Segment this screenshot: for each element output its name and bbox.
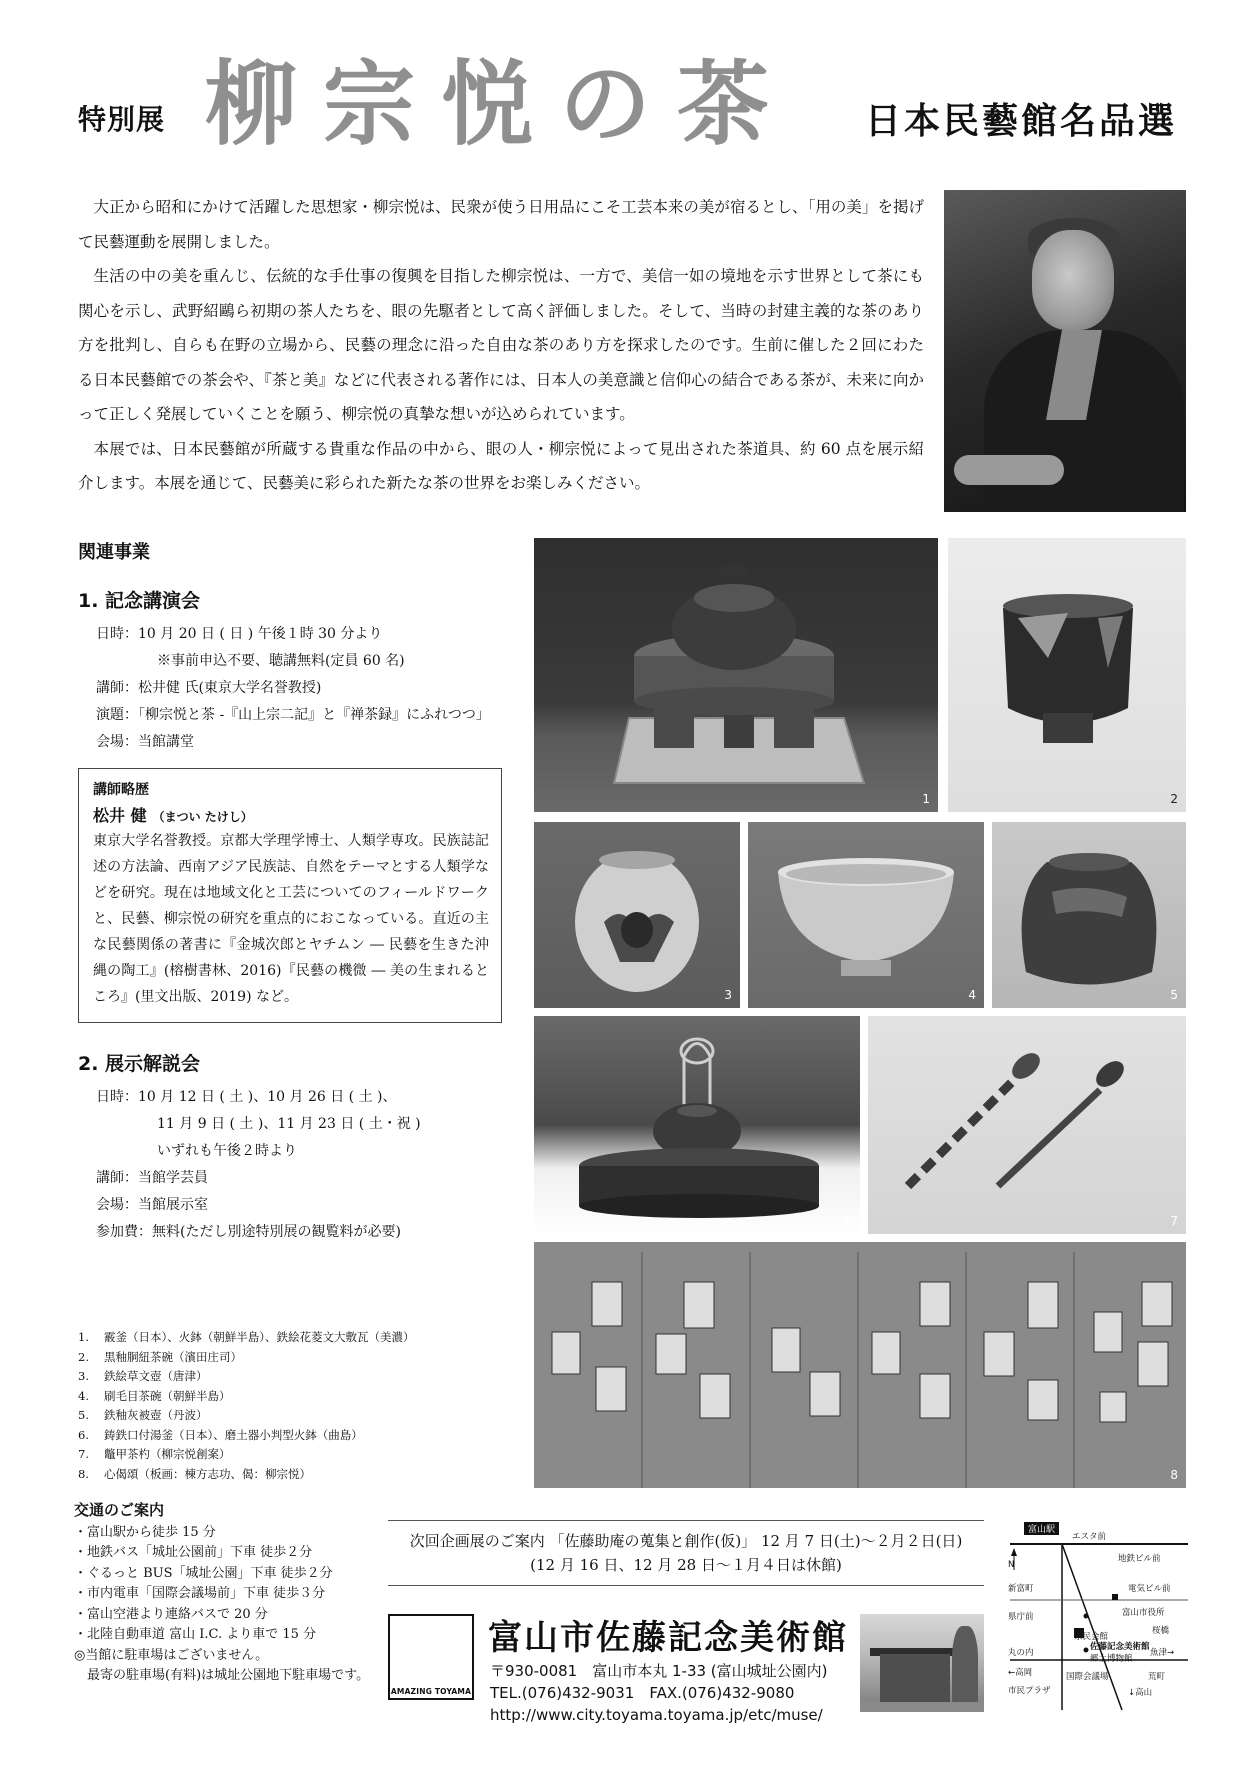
gallery-talk-date: 日時：10 月 12 日 ( 土 )、10 月 26 日 ( 土 )、 bbox=[96, 1089, 397, 1105]
intro-paragraph: 生活の中の美を重んじ、伝統的な手仕事の復興を目指した柳宗悦は、一方で、美信一如の境地を示す世界として茶にも関心を示し、武野紹鷗ら初期の茶人たちを、眼の先駆者として高く評価しました。そして、当時の封建主義的な茶のあり方を批判し、自らも在野の立場から、民藝の理念に沿った自由な茶のあり方を探求したのです。生前に催した２回にわたる日本民藝館での茶会や、『茶と美』などに代表される著作には、日本人の美意識と信仰心の結合である茶が、未来に向かって正しく発展していくことを願う、柳宗悦の真摯な想いが込められています。 bbox=[78, 267, 924, 423]
photo-number: 6 bbox=[844, 1214, 852, 1228]
caption-item: 2. 黒釉胴紐茶碗（濱田庄司） bbox=[78, 1349, 242, 1364]
lecture-title: 1. 記念講演会 bbox=[78, 590, 201, 612]
access-line: ・富山駅から徒歩 15 分 bbox=[74, 1524, 216, 1540]
photo-6 bbox=[534, 1016, 860, 1234]
gallery-talk-fee: 参加費：無料(ただし別途特別展の観覧料が必要) bbox=[96, 1224, 401, 1240]
next-exhibition bbox=[388, 1520, 984, 1586]
gallery-talk-speaker: 講師：当館学芸員 bbox=[96, 1170, 208, 1186]
photo-number: 3 bbox=[724, 988, 732, 1002]
lecture-note: ※事前申込不要、聴講無料(定員 60 名) bbox=[157, 653, 405, 669]
gallery-talk-title: 2. 展示解説会 bbox=[78, 1053, 201, 1075]
photo-5 bbox=[992, 822, 1186, 1008]
caption-item: 4. 刷毛目茶碗（朝鮮半島） bbox=[78, 1388, 231, 1403]
access-line: ・市内電車「国際会議場前」下車 徒歩３分 bbox=[74, 1586, 326, 1601]
photo-8 bbox=[534, 1242, 1186, 1488]
photo-number: 1 bbox=[922, 792, 930, 806]
access-line: ・ぐるっと BUS「城址公園」下車 徒歩２分 bbox=[74, 1565, 333, 1581]
lecture-topic: 演題：「柳宗悦と茶 -『山上宗二記』と『禅茶録』にふれつつ」 bbox=[96, 707, 490, 723]
next-exhibition-line: 次回企画展のご案内 「佐藤助庵の蒐集と創作(仮)」 12 月 7 日(土)～２月２日(日) bbox=[409, 1532, 963, 1550]
speaker-bio-box bbox=[78, 768, 502, 1023]
photo-number: 8 bbox=[1170, 1468, 1178, 1482]
museum-url[interactable]: http://www.city.toyama.toyama.jp/etc/muse/ bbox=[490, 1706, 823, 1724]
museum-address: 〒930-0081 富山市本丸 1-33 (富山城址公園内) bbox=[490, 1662, 828, 1680]
map-label: 地鉄ビル前 bbox=[1118, 1554, 1161, 1564]
map-label: 新富町 bbox=[1008, 1584, 1034, 1594]
bio-heading: 講師略歴 bbox=[93, 782, 149, 798]
amazing-toyama-logo: AMAZING TOYAMA bbox=[388, 1614, 474, 1700]
map-north: N bbox=[1008, 1560, 1015, 1570]
access-map bbox=[1002, 1520, 1188, 1710]
caption-item: 3. 鉄絵草文壺（唐津） bbox=[78, 1369, 208, 1383]
photo-2 bbox=[948, 538, 1186, 812]
intro-text bbox=[78, 190, 924, 501]
museum-building-photo bbox=[860, 1614, 984, 1712]
map-label: 荒町 bbox=[1148, 1672, 1166, 1682]
photo-7 bbox=[868, 1016, 1186, 1234]
exhibition-tag: 特別展 bbox=[78, 103, 166, 136]
gallery-talk-time: いずれも午後２時より bbox=[157, 1143, 297, 1159]
caption-item: 7. 鼈甲茶杓（柳宗悦創案） bbox=[78, 1447, 231, 1461]
access-info bbox=[74, 1500, 369, 1687]
exhibition-subtitle: 日本民藝館名品選 bbox=[865, 100, 1178, 142]
gallery-talk-venue: 会場：当館展示室 bbox=[96, 1197, 208, 1213]
map-label: 魚津→ bbox=[1150, 1648, 1175, 1658]
bio-kana: （まつい たけし） bbox=[152, 810, 253, 824]
access-line: ・北陸自動車道 富山 I.C. より車で 15 分 bbox=[74, 1627, 317, 1642]
photo-number: 2 bbox=[1170, 792, 1178, 806]
events-heading: 関連事業 bbox=[78, 542, 150, 563]
map-label: エスタ前 bbox=[1072, 1532, 1107, 1542]
photo-captions bbox=[78, 1328, 415, 1484]
intro-paragraph: 大正から昭和にかけて活躍した思想家・柳宗悦は、民衆が使う日用品にこそ工芸本来の美が宿るとし、「用の美」を掲げて民藝運動を展開しました。 bbox=[78, 198, 924, 251]
map-label: 市民プラザ bbox=[1008, 1686, 1051, 1696]
caption-item: 5. 鉄釉灰被壺（丹波） bbox=[78, 1408, 208, 1422]
access-line: ◎当館に駐車場はございません。 bbox=[74, 1647, 269, 1663]
map-label: 桜橋 bbox=[1152, 1626, 1170, 1636]
map-label: 県庁前 bbox=[1008, 1612, 1034, 1622]
map-museum-label: 佐藤記念美術館 bbox=[1090, 1642, 1150, 1652]
caption-item: 1. 霰釜（日本）、火鉢（朝鮮半島）、鉄絵花菱文大敷瓦（美濃） bbox=[78, 1330, 415, 1344]
photo-1 bbox=[534, 538, 938, 812]
access-heading: 交通のご案内 bbox=[74, 1501, 165, 1519]
intro-paragraph: 本展では、日本民藝館が所蔵する貴重な作品の中から、眼の人・柳宗悦によって見出された茶道具、約 60 点を展示紹介します。本展を通じて、民藝美に彩られた新たな茶の世界をお楽しみください。 bbox=[78, 439, 924, 492]
lecture-details bbox=[96, 621, 508, 756]
map-label: ↓高山 bbox=[1128, 1688, 1153, 1698]
gallery-talk-date: 11 月 9 日 ( 土 )、11 月 23 日 ( 土・祝 ) bbox=[157, 1116, 421, 1132]
next-exhibition-closed: (12 月 16 日、12 月 28 日～１月４日は休館) bbox=[530, 1556, 842, 1574]
portrait-photo bbox=[944, 190, 1186, 512]
gallery-talk-details bbox=[96, 1084, 508, 1246]
map-station: 富山駅 bbox=[1024, 1522, 1059, 1535]
map-label: 県民会館 bbox=[1074, 1632, 1109, 1642]
bio-name-text: 松井 健 bbox=[93, 806, 147, 825]
access-line: ・地鉄バス「城址公園前」下車 徒歩２分 bbox=[74, 1545, 313, 1560]
lecture-date: 日時：10 月 20 日 ( 日 ) 午後１時 30 分より bbox=[96, 626, 383, 642]
photo-number: 7 bbox=[1170, 1214, 1178, 1228]
map-label: 郷土博物館 bbox=[1090, 1654, 1133, 1664]
caption-item: 8. 心偈頌（板画：棟方志功、偈：柳宗悦） bbox=[78, 1466, 311, 1481]
exhibition-title: 柳宗悦の茶 bbox=[205, 50, 796, 158]
access-line: 最寄の駐車場(有料)は城址公園地下駐車場です。 bbox=[74, 1668, 370, 1683]
map-label: 電気ビル前 bbox=[1128, 1584, 1171, 1594]
bio-text: 東京大学名誉教授。京都大学理学博士、人類学専攻。民族誌記述の方法論、西南アジア民族誌、自然をテーマとする人類学などを研究。現在は地域文化と工芸についてのフィールドワークと、民藝、柳宗悦の研究を重点的におこなっている。直近の主な民藝関係の著書に『金城次郎とヤチムン ― 民藝を生きた沖縄の陶工』(榕樹書林、2016)『民藝の機微 ― 美の生まれるところ』(里文出版、2019) など。 bbox=[93, 833, 489, 1005]
photo-3 bbox=[534, 822, 740, 1008]
photo-number: 5 bbox=[1170, 988, 1178, 1002]
access-line: ・富山空港より連絡バスで 20 分 bbox=[74, 1606, 268, 1622]
map-label: 丸の内 bbox=[1008, 1648, 1034, 1658]
photo-number: 4 bbox=[968, 988, 976, 1002]
lecture-speaker: 講師：松井健 氏(東京大学名誉教授) bbox=[96, 680, 322, 696]
photo-4 bbox=[748, 822, 984, 1008]
related-events bbox=[78, 538, 508, 1246]
map-label: 国際会議場 bbox=[1066, 1672, 1109, 1682]
bio-name bbox=[93, 803, 489, 826]
caption-item: 6. 鋳鉄口付湯釜（日本）、磨土器小判型火鉢（曲島） bbox=[78, 1427, 363, 1442]
lecture-venue: 会場：当館講堂 bbox=[96, 734, 194, 750]
museum-contact bbox=[490, 1660, 828, 1726]
museum-phone: TEL.(076)432-9031 FAX.(076)432-9080 bbox=[490, 1684, 795, 1702]
museum-name: 富山市佐藤記念美術館 bbox=[488, 1618, 848, 1658]
map-label: 富山市役所 bbox=[1122, 1608, 1165, 1618]
map-label: ←高岡 bbox=[1008, 1668, 1033, 1678]
